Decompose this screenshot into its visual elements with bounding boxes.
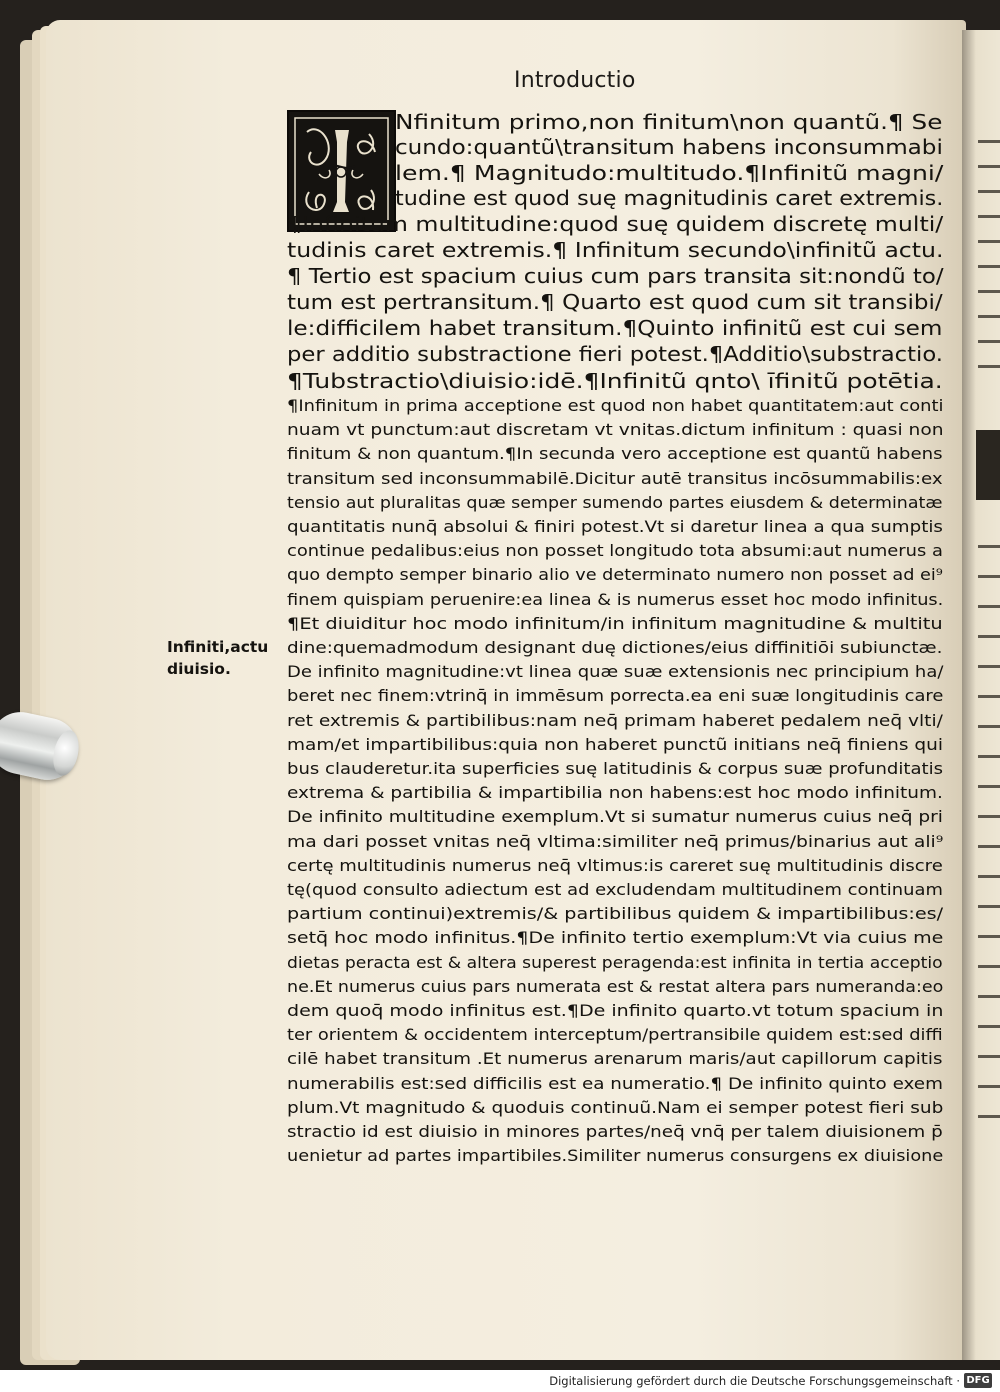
footer-credit: Digitalisierung gefördert durch die Deutsche Forschungsgemeinschaft ·: [549, 1374, 960, 1388]
commentary-line: mam/et impartibilibus:quia non haberet punctũ initians neq̄ finiens qui: [287, 735, 944, 754]
commentary-line: continue pedalibus:eius non posset longitudo tota absumi:aut numerus a: [287, 542, 943, 561]
commentary-line: ne.Et numerus cuius pars numerata est & restat altera pars numeranda:eo: [287, 977, 944, 996]
dfg-logo: DFG: [964, 1373, 992, 1388]
commentary-line: beret nec finem:vtrinq̄ in immēsum porrecta.ea eni suæ longitudinis care: [287, 687, 944, 706]
marginal-note-line: diuisio.: [167, 660, 231, 678]
commentary-line: bus clauderetur.ita superficies suę latitudinis & corpus suæ profunditatis: [287, 760, 944, 778]
commentary-line: plum.Vt magnitudo & quoduis continuũ.Nam ei semper potest fieri sub: [287, 1098, 944, 1117]
commentary-line: ter orientem & occidentem interceptum/pertransibile quidem est:sed diffi: [287, 1026, 943, 1045]
main-text-line: tudine est quod suę magnitudinis caret extremis.: [395, 186, 944, 210]
marginal-note-line: Infiniti,actu: [167, 638, 269, 656]
main-text-line: tum est pertransitum.¶ Quarto est quod cum sit transibi/: [287, 290, 943, 314]
commentary-line: uenietur ad partes impartibiles.Similiter numerus consurgens ex diuisione: [287, 1147, 944, 1166]
commentary-line: quantitatis nunq̄ absolui & finiri potest.Vt si daretur linea a qua sumptis: [287, 518, 943, 536]
commentary-line: dem quoq̄ modo infinitus est.¶De infinito quarto.vt totum spacium in: [287, 1002, 944, 1020]
commentary-line: transitum sed inconsummabilē.Dicitur autē transitus incōsummabilis:ex: [287, 469, 943, 488]
commentary-line: quo dempto semper binario alio ve determinato numero non posset ad ei⁹: [287, 566, 943, 585]
commentary-line: ¶Infinitum in prima acceptione est quod non habet quantitatem:aut conti: [287, 397, 944, 415]
commentary-line: certę multitudinis numerus neq̄ vltimus:is careret suę multitudinis discre: [287, 856, 943, 875]
main-text-line: lem.¶ Magnitudo:multitudo.¶Infinitũ magni/: [395, 161, 944, 185]
commentary-line: finitum & non quantum.¶In secunda vero acceptione est quantũ habens: [287, 445, 943, 464]
commentary-line: ¶Et diuiditur hoc modo infinitum/in infinitum magnitudine & multitu: [287, 614, 943, 633]
commentary-line: setq̄ hoc modo infinitus.¶De infinito tertio exemplum:Vt via cuius me: [287, 929, 944, 948]
main-text-line: per additio substractione fieri potest.¶Additio\substractio.: [287, 342, 944, 366]
main-text-line: le:difficilem habet transitum.¶Quinto infinitũ est cui sem: [287, 316, 943, 340]
commentary-line: tensio aut pluralitas quæ semper sumendo partes eiusdem & determinatæ: [287, 493, 943, 512]
main-text-line: Nfinitum primo,non finitum\non quantũ.¶ Se: [395, 110, 943, 134]
facing-page-edge: [962, 30, 1000, 1360]
commentary-line: partium continui)extremis/& partibilibus quidem & impartibilibus:es/: [287, 905, 944, 924]
running-head: Introductio: [514, 68, 636, 93]
commentary-line: finem quispiam peruenire:ea linea & is numerus esset hoc modo infinitus.: [287, 590, 944, 609]
commentary-line: cilē habet transitum .Et numerus arenarum maris/aut capillorum capitis: [287, 1050, 943, 1069]
commentary-line: stractio id est diuisio in minores partes/neq̄ vnq̄ per talem diuisionem p̄: [287, 1123, 943, 1141]
commentary-line: ma dari posset vnitas neq̄ vltima:similiter neq̄ primus/binarius aut ali⁹: [287, 832, 944, 851]
commentary-line: De infinito magnitudine:vt linea quæ suæ extensionis nec principium ha/: [287, 663, 944, 682]
commentary-line: nuam vt punctum:aut discretam vt vnitas.dictum infinitum : quasi non: [287, 421, 944, 440]
commentary-line: De infinito multitudine exemplum.Vt si sumatur numerus cuius neq̄ pri: [287, 808, 943, 827]
main-text-line: ¶Infinitum multitudine:quod suę quidem discretę multi/: [287, 212, 944, 236]
main-text-line: ¶ Tertio est spacium cuius cum pars transita sit:nondũ to/: [287, 264, 944, 288]
commentary-line: numerabilis est:sed difficilis est ea numeratio.¶ De infinito quinto exem: [287, 1074, 943, 1093]
commentary-line: extrema & partibilia & impartibilia non habens:est hoc modo infinitum.: [287, 784, 943, 803]
commentary-line: tę(quod consulto adiectum est ad excludendam multitudinem continuam: [287, 881, 943, 899]
commentary-line: ret extremis & partibilibus:nam neq̄ primam haberet pedalem neq̄ vlti/: [287, 711, 943, 730]
commentary-line: dine:quemadmodum designant duę dictiones/eius diffinitiōi subiunctæ.: [287, 639, 943, 657]
commentary-line: dietas peracta est & altera superest peragenda:est infinita in tertia acceptio: [287, 953, 943, 972]
main-text-line: tudinis caret extremis.¶ Infinitum secundo\infinitũ actu.: [287, 238, 944, 262]
main-text-line: ¶Tubstractio\diuisio:idē.¶Infinitũ qnto\ īfinitũ potētia.: [287, 369, 943, 393]
footer-bar: [0, 1370, 1000, 1392]
marginal-note: [167, 636, 287, 680]
main-text-line: cundo:quantũ\transitum habens inconsummabi: [395, 135, 943, 159]
